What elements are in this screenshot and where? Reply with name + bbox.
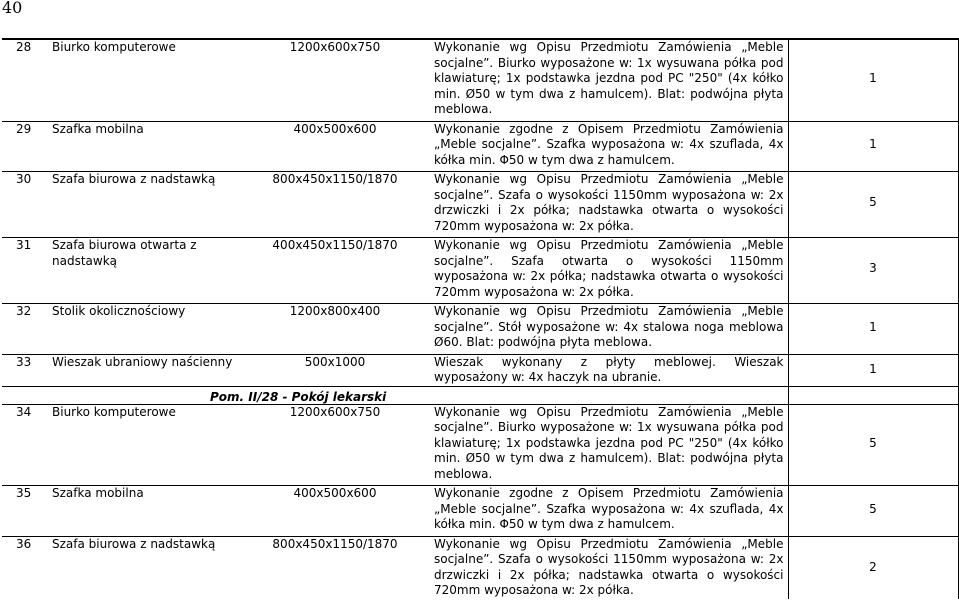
item-dimensions: 800x450x1150/1870 [236, 172, 434, 235]
item-description: Wykonanie wg Opisu Przedmiotu Zamówienia „Meble socjalne”. Szafa o wysokości 1150mm wyposażona w: 2x drzwiczki i 2x półka; nadstawka otwarta o wysokości 720mm wyposażona w: 2x półka. [434, 172, 788, 235]
item-number: 30 [2, 172, 44, 235]
item-quantity: 2 [788, 536, 958, 599]
item-name: Szafa biurowa z nadstawką [44, 172, 236, 235]
item-quantity: 5 [788, 486, 958, 533]
table-row [2, 238, 958, 301]
item-dimensions: 400x450x1150/1870 [236, 238, 434, 301]
item-quantity: 1 [788, 39, 958, 118]
item-number: 31 [2, 238, 44, 301]
page-number: 40 [2, 0, 23, 17]
item-dimensions: 800x450x1150/1870 [236, 536, 434, 599]
room-heading-row [2, 386, 958, 404]
item-dimensions: 500x1000 [236, 354, 434, 386]
item-description: Wykonanie wg Opisu Przedmiotu Zamówienia „Meble socjalne”. Szafa otwarta o wysokości 1150mm wyposażona w: 2x półka; nadstawka otwarta o wysokości 720mm wyposażona w: 2x półka. [434, 238, 788, 301]
item-quantity: 3 [788, 238, 958, 301]
item-number: 35 [2, 486, 44, 533]
item-dimensions: 1200x600x750 [236, 404, 434, 482]
item-description: Wykonanie wg Opisu Przedmiotu Zamówienia „Meble socjalne”. Szafa o wysokości 1150mm wyposażona w: 2x drzwiczki i 2x półka; nadstawka otwarta o wysokości 720mm wyposażona w: 2x półka. [434, 536, 788, 599]
table-row [2, 354, 958, 386]
item-description: Wykonanie wg Opisu Przedmiotu Zamówienia „Meble socjalne”. Stół wyposażone w: 4x stalowa noga meblowa Ø60. Blat: podwójna płyta meblowa. [434, 304, 788, 351]
item-number: 36 [2, 536, 44, 599]
item-dimensions: 400x500x600 [236, 486, 434, 533]
item-description: Wykonanie zgodne z Opisem Przedmiotu Zamówienia „Meble socjalne”. Szafka wyposażona w: 4x szuflada, 4x kółka min. Φ50 w tym dwa z hamulcem. [434, 121, 788, 168]
table-row [2, 536, 958, 599]
item-name: Szafka mobilna [44, 486, 236, 533]
item-dimensions: 1200x600x750 [236, 39, 434, 118]
item-number: 28 [2, 39, 44, 118]
item-name: Szafa biurowa z nadstawką [44, 536, 236, 599]
item-quantity: 5 [788, 404, 958, 482]
item-quantity: 1 [788, 354, 958, 386]
item-number: 34 [2, 404, 44, 482]
item-dimensions: 1200x800x400 [236, 304, 434, 351]
item-description: Wykonanie zgodne z Opisem Przedmiotu Zamówienia „Meble socjalne”. Szafka wyposażona w: 4x szuflada, 4x kółka min. Φ50 w tym dwa z hamulcem. [434, 486, 788, 533]
item-name: Biurko komputerowe [44, 404, 236, 482]
table-row [2, 172, 958, 235]
item-name: Wieszak ubraniowy naścienny [44, 354, 236, 386]
item-name: Szafa biurowa otwarta z nadstawką [44, 238, 236, 301]
item-quantity: 5 [788, 172, 958, 235]
item-description: Wykonanie wg Opisu Przedmiotu Zamówienia „Meble socjalne”. Biurko wyposażone w: 1x wysuwana półka pod klawiaturę; 1x podstawka jezdna pod PC "250" (4x kółko min. Ø50 w tym dwa z hamulcem). Blat: podwójna płyta meblowa. [434, 39, 788, 118]
item-name: Biurko komputerowe [44, 39, 236, 118]
table-row [2, 39, 958, 118]
item-number: 33 [2, 354, 44, 386]
item-quantity: 1 [788, 121, 958, 168]
table-row [2, 404, 958, 482]
table-row [2, 486, 958, 533]
item-number: 32 [2, 304, 44, 351]
item-dimensions: 400x500x600 [236, 121, 434, 168]
table-row [2, 121, 958, 168]
item-description: Wykonanie wg Opisu Przedmiotu Zamówienia „Meble socjalne”. Biurko wyposażone w: 1x wysuwana półka pod klawiaturę; 1x podstawka jezdna pod PC "250" (4x kółko min. Ø50 w tym dwa z hamulcem). Blat: podwójna płyta meblowa. [434, 404, 788, 482]
furniture-specification-table [2, 38, 959, 599]
room-heading: Pom. II/28 - Pokój lekarski [210, 389, 387, 404]
item-name: Szafka mobilna [44, 121, 236, 168]
item-number: 29 [2, 121, 44, 168]
table-row [2, 304, 958, 351]
item-description: Wieszak wykonany z płyty meblowej. Wieszak wyposażony w: 4x haczyk na ubranie. [434, 354, 788, 386]
item-name: Stolik okolicznościowy [44, 304, 236, 351]
item-quantity: 1 [788, 304, 958, 351]
